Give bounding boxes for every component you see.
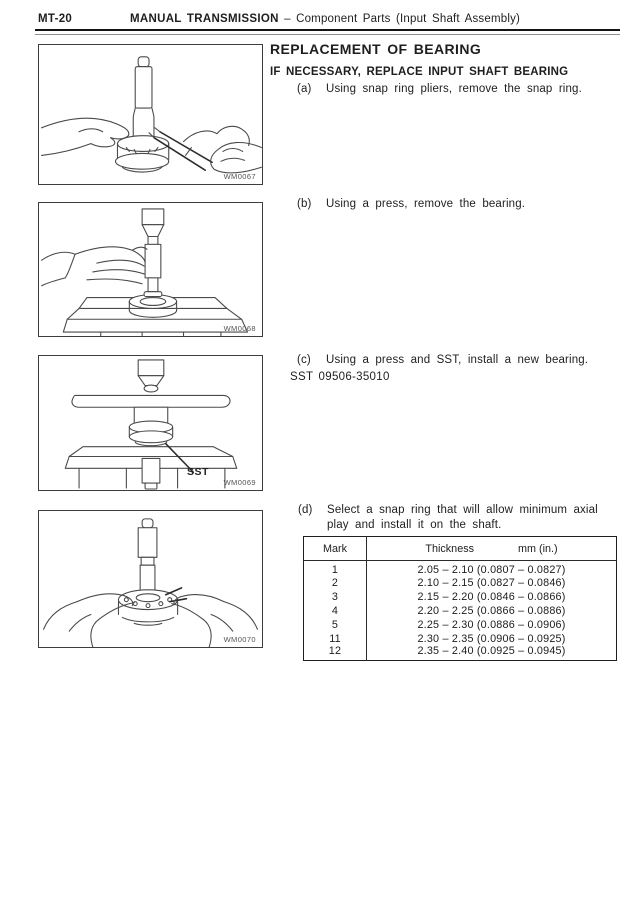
step-c-text: Using a press and SST, install a new bearing. [326, 354, 589, 366]
thickness-cell: 2.10 – 2.15 (0.0827 – 0.0846) [417, 576, 566, 589]
step-b [297, 197, 617, 212]
subsection-title: – Component Parts (Input Shaft Assembly) [284, 13, 521, 25]
step-a-text: Using snap ring pliers, remove the snap ring. [326, 83, 582, 95]
figure-id-label: WM0070 [223, 635, 256, 644]
mark-cell: 2 [304, 576, 367, 590]
table-row [304, 561, 617, 577]
step-b-text: Using a press, remove the bearing. [326, 198, 526, 210]
snap-ring-removal-illustration [39, 45, 262, 184]
thickness-cell: 2.25 – 2.30 (0.0886 – 0.0906) [417, 618, 566, 631]
mark-cell: 1 [304, 561, 367, 577]
figure-bearing-removal-press [38, 202, 263, 337]
table-row [304, 576, 617, 590]
thickness-cell: 2.05 – 2.10 (0.0807 – 0.0827) [417, 564, 566, 576]
mark-cell: 3 [304, 590, 367, 604]
figure-id-label: WM0069 [223, 478, 256, 487]
running-header [130, 13, 520, 25]
thickness-cell: 2.35 – 2.40 (0.0925 – 0.0945) [417, 645, 566, 658]
table-row [304, 632, 617, 646]
mark-cell: 11 [304, 632, 367, 646]
step-d-label: (d) [298, 504, 313, 516]
table-row [304, 618, 617, 632]
step-b-label: (b) [297, 198, 312, 210]
column-header-mark: Mark [304, 537, 367, 561]
mark-cell: 12 [304, 645, 367, 661]
column-header-thickness: Thickness [425, 542, 474, 555]
subheading-replace-input-shaft-bearing: IF NECESSARY, REPLACE INPUT SHAFT BEARING [270, 66, 569, 78]
sst-callout: SST [187, 466, 209, 478]
figure-id-label: WM0067 [223, 172, 256, 181]
mark-cell: 5 [304, 618, 367, 632]
header-rule-thick [35, 29, 620, 31]
heading-replacement-of-bearing: REPLACEMENT OF BEARING [270, 41, 482, 57]
mark-cell: 4 [304, 604, 367, 618]
thickness-cell: 2.15 – 2.20 (0.0846 – 0.0866) [417, 590, 566, 603]
thickness-cell: 2.30 – 2.35 (0.0906 – 0.0925) [417, 632, 566, 645]
snap-ring-install-illustration [39, 511, 262, 647]
section-title: MANUAL TRANSMISSION [130, 13, 279, 25]
figure-snap-ring-removal [38, 44, 263, 185]
page-code: MT-20 [38, 13, 73, 25]
figure-id-label: WM0068 [223, 324, 256, 333]
header-rule-thin [35, 34, 620, 35]
figure-snap-ring-install [38, 510, 263, 648]
figure-bearing-install-press-sst [38, 355, 263, 491]
bearing-removal-illustration [39, 203, 262, 336]
column-header-units: mm (in.) [518, 542, 558, 555]
step-a [297, 82, 617, 97]
step-c-label: (c) [297, 354, 311, 366]
table-row [304, 590, 617, 604]
step-d-text: Select a snap ring that will allow minimum axial play and install it on the shaft. [327, 504, 598, 531]
thickness-cell: 2.20 – 2.25 (0.0866 – 0.0886) [417, 604, 566, 617]
bearing-install-illustration [39, 356, 262, 490]
table-row [304, 645, 617, 661]
snap-ring-thickness-table [303, 536, 617, 661]
step-a-label: (a) [297, 83, 312, 95]
step-d [298, 503, 624, 533]
step-c [297, 353, 617, 368]
table-header-row [304, 537, 617, 561]
sst-part-number: SST 09506-35010 [290, 371, 390, 383]
table-row [304, 604, 617, 618]
